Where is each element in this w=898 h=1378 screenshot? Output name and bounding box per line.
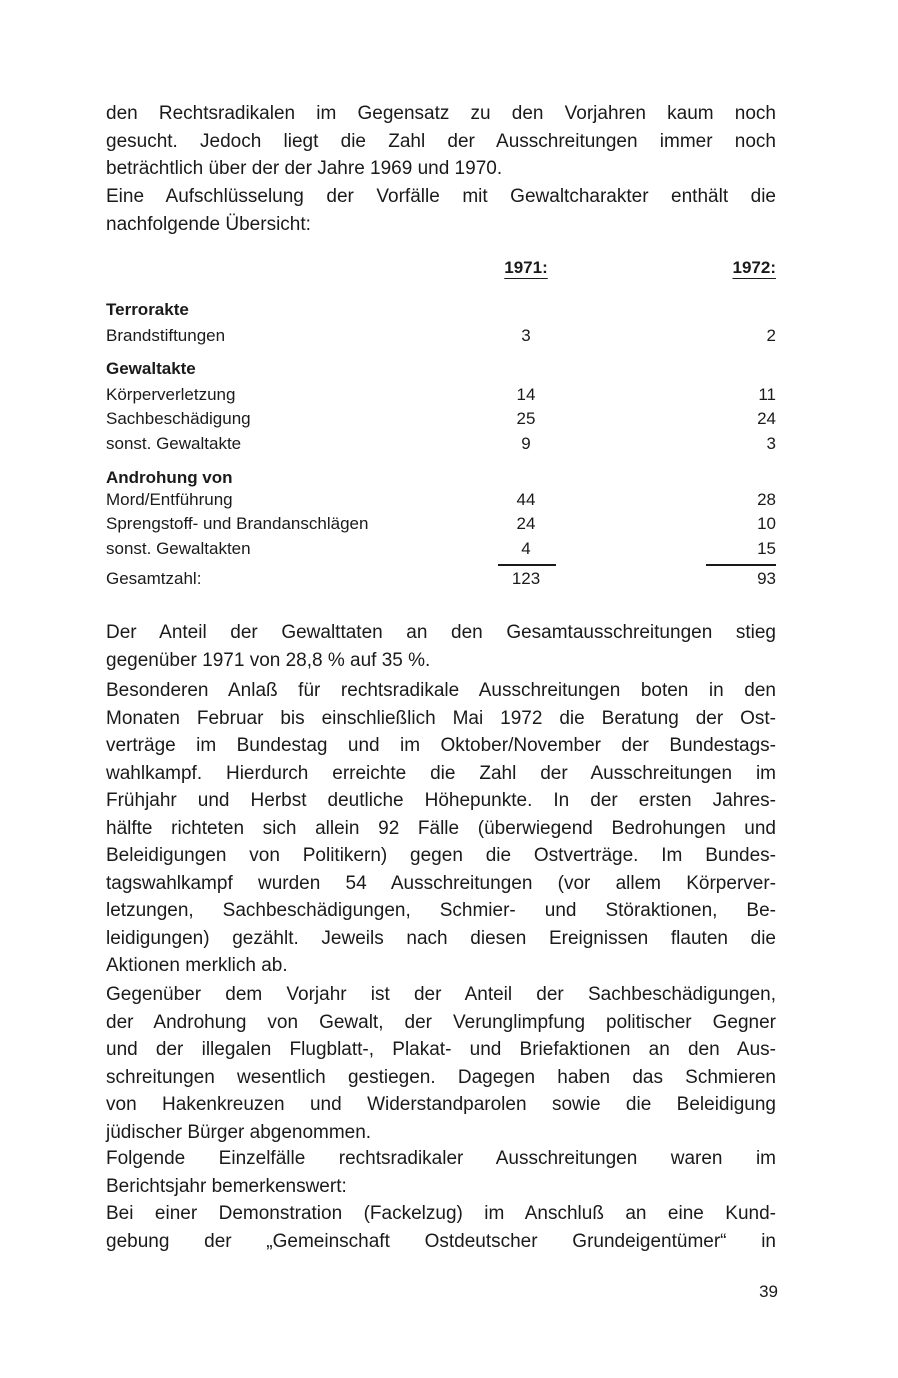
value-1972: 10 bbox=[757, 514, 776, 533]
text-line: Berichtsjahr bemerkenswert: bbox=[106, 1175, 347, 1197]
row-label: Mord/Entführung bbox=[106, 490, 233, 509]
text-line: Folgende Einzelfälle rechtsradikaler Ausschreitungen waren im bbox=[106, 1148, 776, 1169]
text-line: letzungen, Sachbeschädigungen, Schmier- und Störaktionen, Be- bbox=[106, 900, 776, 921]
paragraph-share bbox=[106, 619, 776, 674]
paragraph-cases-intro bbox=[106, 1145, 776, 1200]
value-1971: 9 bbox=[521, 434, 531, 453]
table-row bbox=[106, 326, 776, 350]
text-line: von Hakenkreuzen und Widerstandparolen sowie die Beleidigung bbox=[106, 1094, 776, 1115]
table-row bbox=[106, 409, 776, 433]
table-section-heading bbox=[106, 468, 776, 492]
text-line: Gegenüber dem Vorjahr ist der Anteil der Sachbeschädigungen, bbox=[106, 984, 776, 1005]
paragraph-intro bbox=[106, 100, 776, 183]
paragraph-comparison bbox=[106, 981, 776, 1146]
value-1971: 4 bbox=[521, 539, 531, 558]
text-line: gesucht. Jedoch liegt die Zahl der Ausschreitungen immer noch bbox=[106, 130, 776, 152]
table-row bbox=[106, 539, 776, 563]
value-1972: 2 bbox=[766, 326, 776, 345]
row-label: Sprengstoff- und Brandanschlägen bbox=[106, 514, 369, 533]
total-1971: 123 bbox=[511, 569, 541, 588]
text-line: Monaten Februar bis einschließlich Mai 1972 die Beratung der Ost- bbox=[106, 707, 776, 729]
column-header-1971: 1971: bbox=[504, 258, 548, 277]
table-row bbox=[106, 514, 776, 538]
row-label: sonst. Gewaltakten bbox=[106, 539, 251, 558]
sum-rule-1972 bbox=[706, 564, 776, 566]
table-row bbox=[106, 385, 776, 409]
text-line: Aktionen merklich ab. bbox=[106, 955, 288, 976]
row-label: sonst. Gewaltakte bbox=[106, 434, 242, 453]
text-line: Beleidigungen von Politikern) gegen die Ostverträge. Im Bundes- bbox=[106, 845, 776, 866]
paragraph-demonstration bbox=[106, 1200, 776, 1255]
value-1972: 24 bbox=[757, 409, 776, 428]
value-1972: 15 bbox=[757, 539, 776, 558]
text-line: beträchtlich über der der Jahre 1969 und 1970. bbox=[106, 158, 503, 179]
text-line: jüdischer Bürger abgenommen. bbox=[106, 1121, 372, 1143]
sum-rule-1971 bbox=[498, 564, 556, 566]
paragraph-overview-intro bbox=[106, 183, 776, 238]
table-section-heading bbox=[106, 300, 776, 324]
text-line: leidigungen) gezählt. Jeweils nach diesen Ereignissen flauten die bbox=[106, 927, 776, 949]
value-1971: 14 bbox=[516, 385, 536, 404]
text-line: nachfolgende Übersicht: bbox=[106, 213, 311, 235]
text-line: und der illegalen Flugblatt-, Plakat- und Briefaktionen an den Aus- bbox=[106, 1039, 776, 1060]
text-line: den Rechtsradikalen im Gegensatz zu den Vorjahren kaum noch bbox=[106, 103, 776, 124]
value-1971: 24 bbox=[516, 514, 536, 533]
value-1971: 25 bbox=[516, 409, 536, 428]
paragraph-occasions bbox=[106, 677, 776, 980]
row-label: Gesamtzahl: bbox=[106, 569, 202, 588]
text-line: gegenüber 1971 von 28,8 % auf 35 %. bbox=[106, 649, 431, 671]
column-header-1972: 1972: bbox=[732, 258, 776, 277]
value-1972: 11 bbox=[758, 385, 776, 404]
text-line: schreitungen wesentlich gestiegen. Dagegen haben das Schmieren bbox=[106, 1066, 776, 1088]
value-1972: 3 bbox=[766, 434, 776, 453]
text-line: Der Anteil der Gewalttaten an den Gesamtausschreitungen stieg bbox=[106, 622, 776, 643]
text-line: verträge im Bundestag und im Oktober/November der Bundestags- bbox=[106, 735, 776, 756]
table-section-heading bbox=[106, 359, 776, 383]
text-line: tagswahlkampf wurden 54 Ausschreitungen (vor allem Körperver- bbox=[106, 872, 776, 894]
text-line: Eine Aufschlüsselung der Vorfälle mit Gewaltcharakter enthält die bbox=[106, 186, 776, 207]
row-label: Sachbeschädigung bbox=[106, 409, 251, 428]
text-line: der Androhung von Gewalt, der Verunglimpfung politischer Gegner bbox=[106, 1011, 776, 1033]
value-1971: 44 bbox=[516, 490, 536, 509]
text-line: hälfte richteten sich allein 92 Fälle (überwiegend Bedrohungen und bbox=[106, 817, 776, 839]
text-line: Besonderen Anlaß für rechtsradikale Ausschreitungen boten in den bbox=[106, 680, 776, 701]
table-row bbox=[106, 490, 776, 514]
text-line: Bei einer Demonstration (Fackelzug) im Anschluß an eine Kund- bbox=[106, 1203, 776, 1224]
text-line: gebung der „Gemeinschaft Ostdeutscher Grundeigentümer“ in bbox=[106, 1230, 776, 1252]
table-header-row bbox=[106, 258, 776, 282]
heading-terrorakte: Terrorakte bbox=[106, 300, 189, 319]
row-label: Körperverletzung bbox=[106, 385, 236, 404]
heading-gewaltakte: Gewaltakte bbox=[106, 359, 196, 378]
text-line: wahlkampf. Hierdurch erreichte die Zahl der Ausschreitungen im bbox=[106, 762, 776, 784]
value-1971: 3 bbox=[521, 326, 531, 345]
total-1972: 93 bbox=[757, 569, 776, 588]
heading-androhung: Androhung von bbox=[106, 468, 233, 487]
row-label: Brandstiftungen bbox=[106, 326, 226, 345]
table-row bbox=[106, 434, 776, 458]
table-total-row bbox=[106, 569, 776, 593]
text-line: Frühjahr und Herbst deutliche Höhepunkte. In der ersten Jahres- bbox=[106, 790, 776, 811]
value-1972: 28 bbox=[757, 490, 776, 509]
page-number: 39 bbox=[759, 1282, 778, 1301]
